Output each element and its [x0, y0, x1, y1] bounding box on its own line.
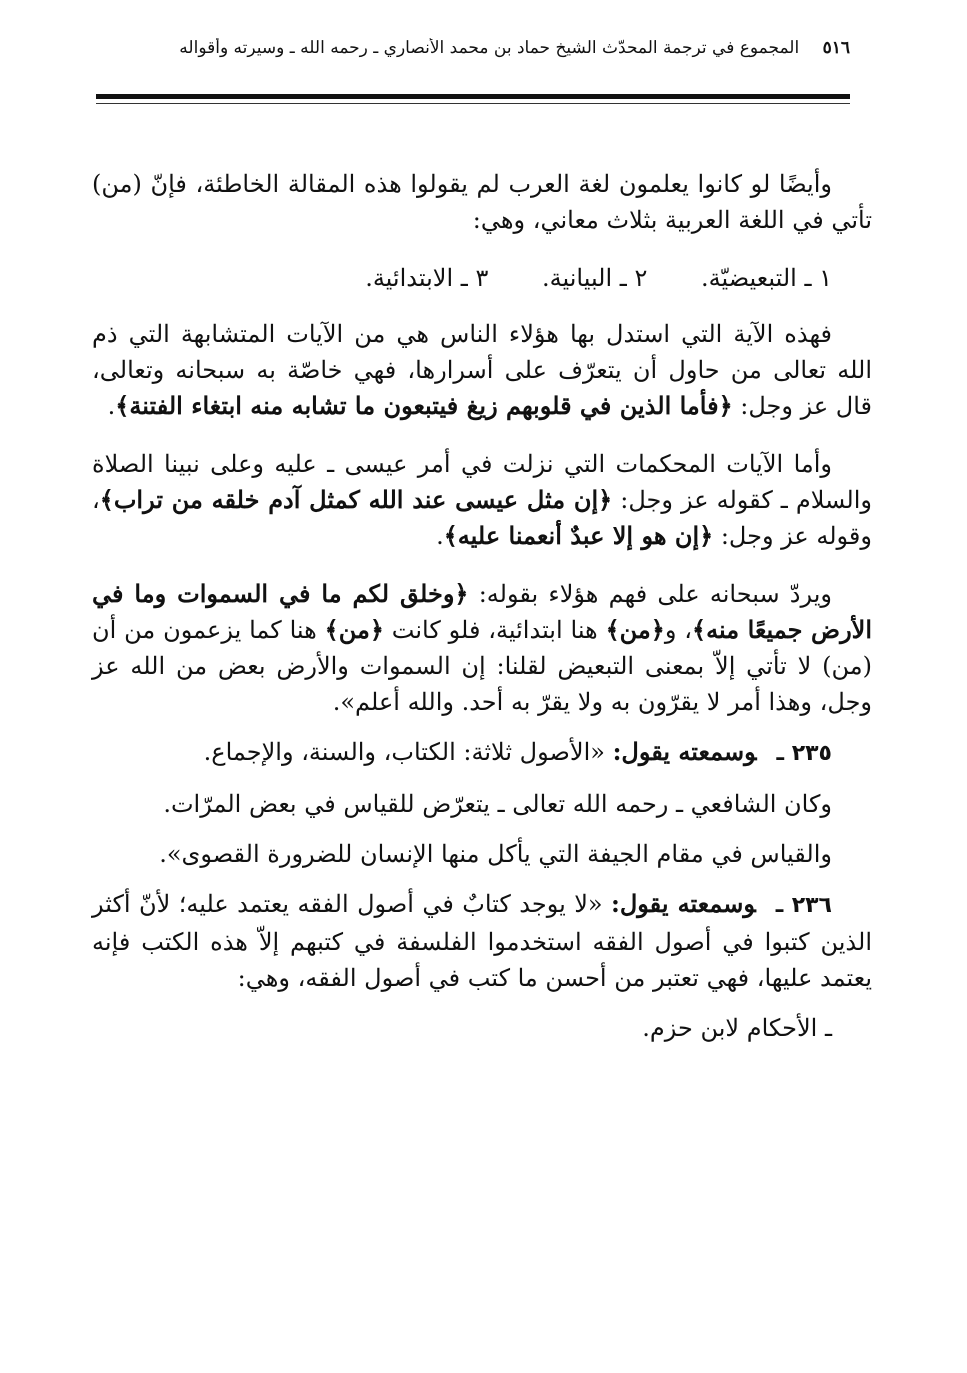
list-item: ١ ـ التبعيضيّة. — [700, 264, 832, 292]
header-rule-thick — [96, 94, 850, 99]
item-236-line: ـ الأحكام لابن حزم. — [642, 1014, 832, 1042]
paragraph-min-meanings: وأيضًا لو كانوا يعلمون لغة العرب لم يقولوا هذه المقالة الخاطئة، فإنّ (من) تأتي في اللغة العربية بثلاث معاني، وهي: — [92, 170, 872, 234]
paragraph-rebuttal — [92, 576, 872, 720]
quran-quote: ﴿وخلق لكم ما في السموات وما في الأرض جميعًا منه﴾ — [92, 579, 873, 644]
quran-quote: ﴿إن هو إلا عبدٌ أنعمنا عليه﴾ — [443, 521, 714, 550]
paragraph-muhkamat — [92, 446, 872, 554]
item-lead: وسمعته يقول: — [612, 737, 757, 766]
paragraph-mutashabih — [92, 316, 872, 424]
item-number: ٢٣٦ ـ — [775, 893, 832, 918]
list-item: ٢ ـ البيانية. — [541, 264, 648, 292]
item-text: «الأصول ثلاثة: الكتاب، والسنة، والإجماع. — [203, 738, 613, 766]
paragraph-text: ويردّ سبحانه على فهم هؤلاء بقوله: — [468, 580, 832, 608]
running-title: المجموع في ترجمة المحدّث الشيخ حماد بن محمد الأنصاري ـ رحمه الله ـ وسيرته وأقواله — [179, 38, 800, 58]
item-236 — [92, 886, 872, 996]
item-text: «لا يوجد كتابٌ في أصول الفقه يعتمد عليه؛ لأنّ أكثر الذين كتبوا في أصول الفقه استخدموا الفلسفة في كتبهم إلاّ هذه الكتب فإنه يعتمد عليها، فهي تعتبر من أحسن ما كتب في أصول الفقه، وهي: — [92, 890, 872, 992]
paragraph-text: هنا ابتدائية، فلو كانت — [383, 616, 606, 644]
item-number: ٢٣٥ ـ — [776, 741, 832, 766]
paragraph-text: ، وقوله عز وجل: — [92, 486, 872, 550]
header-rule-thin — [96, 103, 850, 104]
quran-quote: ﴿إن مثل عيسى عند الله كمثل آدم خلقه من تراب﴾ — [99, 485, 613, 514]
paragraph-text: . — [436, 522, 444, 550]
quran-quote: ﴿من﴾ — [324, 615, 384, 644]
quran-quote: ﴿فأما الذين في قلوبهم زيغ فيتبعون ما تشابه منه ابتغاء الفتنة﴾ — [115, 391, 733, 420]
paragraph-text: ، و — [664, 616, 693, 644]
page-body — [92, 166, 872, 1060]
item-235-line: وكان الشافعي ـ رحمه الله تعالى ـ يتعرّض للقياس في بعض المرّات. — [163, 790, 832, 818]
paragraph-text: وأما الآيات المحكمات التي نزلت في أمر عيسى ـ عليه وعلى نبينا الصلاة والسلام ـ كقوله عز وجل: — [92, 450, 873, 514]
quran-quote: ﴿من﴾ — [605, 615, 665, 644]
paragraph-text: فهذه الآية التي استدل بها هؤلاء الناس هي من الآيات المتشابهة التي ذم الله تعالى من حاول أن يتعرّف على أسرارها، فهي خاصّة به سبحانه وتعالى، قال عز وجل: — [92, 320, 872, 420]
meanings-list — [92, 260, 872, 296]
paragraph-text: هنا كما يزعمون من أن (من) لا تأتي إلاّ بمعنى التبعيض لقلنا: إن السموات والأرض بعض من الله عز وجل، وهذا أمر لا يقرّون به ولا يقرّ به أحد. والله أعلم». — [92, 616, 872, 716]
running-header — [150, 38, 850, 58]
item-lead: وسمعته يقول: — [610, 889, 756, 918]
list-item: ٣ ـ الابتدائية. — [365, 264, 489, 292]
item-235 — [92, 734, 872, 772]
paragraph-text: . — [107, 392, 116, 420]
page-number: ٥١٦ — [822, 38, 850, 58]
item-235-line: والقياس في مقام الجيفة التي يأكل منها الإنسان للضرورة القصوى». — [159, 840, 832, 868]
